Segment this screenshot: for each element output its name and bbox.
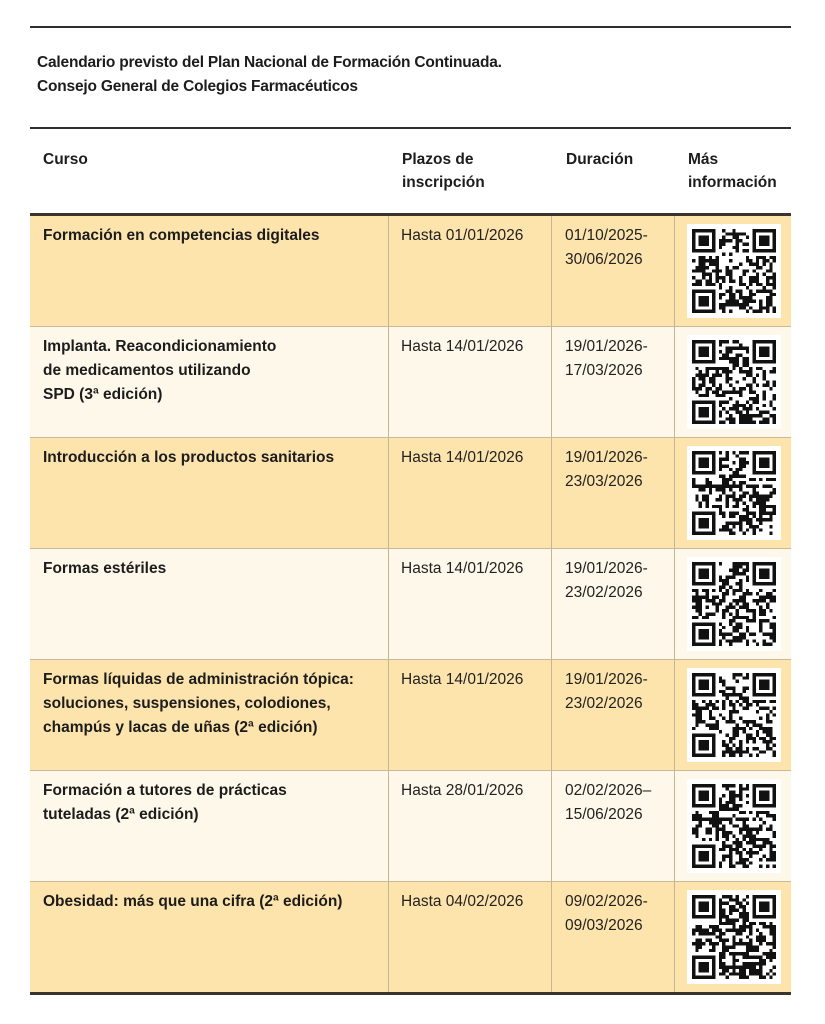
registration-deadline: Hasta 14/01/2026	[401, 560, 524, 577]
course-name-line: Formas líquidas de administración tópica:	[43, 671, 354, 688]
course-name-line: soluciones, suspensiones, colodiones,	[43, 695, 331, 712]
course-duration	[565, 668, 675, 770]
column-divider	[674, 438, 675, 548]
duration-line: 23/02/2026	[565, 584, 643, 601]
course-duration	[565, 224, 675, 326]
course-name-line: Formas estériles	[43, 560, 167, 577]
duration-line: 17/03/2026	[565, 362, 643, 379]
duration-line: 15/06/2026	[565, 806, 643, 823]
qr-code-icon[interactable]	[687, 224, 781, 318]
column-divider	[551, 438, 552, 548]
duration-line: 09/02/2026-	[565, 893, 648, 910]
header-mas-line2: información	[688, 174, 777, 191]
course-name	[43, 335, 383, 437]
column-divider	[674, 327, 675, 437]
duration-line: 01/10/2025-	[565, 227, 648, 244]
column-divider	[674, 882, 675, 992]
course-name-line: Formación en competencias digitales	[43, 227, 320, 244]
course-duration	[565, 890, 675, 992]
course-duration	[565, 335, 675, 437]
table-row	[30, 882, 791, 992]
header-plazos-line2: inscripción	[402, 174, 485, 191]
table-row	[30, 327, 791, 438]
table-row	[30, 438, 791, 549]
header-curso: Curso	[43, 151, 88, 168]
course-name-line: SPD (3ª edición)	[43, 386, 163, 403]
registration-deadline: Hasta 28/01/2026	[401, 782, 524, 799]
column-divider	[388, 660, 389, 770]
table-body	[30, 216, 791, 992]
column-divider	[551, 327, 552, 437]
duration-line: 19/01/2026-	[565, 449, 648, 466]
qr-code-icon[interactable]	[687, 779, 781, 873]
column-divider	[551, 549, 552, 659]
column-divider	[388, 882, 389, 992]
registration-deadline: Hasta 14/01/2026	[401, 671, 524, 688]
column-divider	[551, 771, 552, 881]
column-divider	[674, 660, 675, 770]
course-name-line: Implanta. Reacondicionamiento	[43, 338, 277, 355]
qr-code-icon[interactable]	[687, 557, 781, 651]
course-duration	[565, 779, 675, 881]
table-row	[30, 771, 791, 882]
header-rule	[30, 127, 791, 129]
header-plazos	[402, 148, 485, 194]
column-divider	[674, 549, 675, 659]
duration-line: 23/03/2026	[565, 473, 643, 490]
column-divider	[388, 438, 389, 548]
table-row	[30, 549, 791, 660]
course-name	[43, 446, 383, 548]
course-name-line: champús y lacas de uñas (2ª edición)	[43, 719, 318, 736]
column-divider	[388, 771, 389, 881]
course-name-line: tuteladas (2ª edición)	[43, 806, 199, 823]
course-name-line: Obesidad: más que una cifra (2ª edición)	[43, 893, 343, 910]
duration-line: 09/03/2026	[565, 917, 643, 934]
column-divider	[388, 549, 389, 659]
table-row	[30, 660, 791, 771]
table-caption	[37, 51, 502, 99]
duration-line: 30/06/2026	[565, 251, 643, 268]
column-divider	[551, 882, 552, 992]
column-divider	[551, 216, 552, 326]
qr-code-icon[interactable]	[687, 668, 781, 762]
duration-line: 02/02/2026–	[565, 782, 652, 799]
course-duration	[565, 557, 675, 659]
column-divider	[551, 660, 552, 770]
registration-deadline: Hasta 14/01/2026	[401, 449, 524, 466]
qr-code-icon[interactable]	[687, 890, 781, 984]
duration-line: 19/01/2026-	[565, 560, 648, 577]
column-divider	[674, 216, 675, 326]
caption-line-2: Consejo General de Colegios Farmacéuticos	[37, 78, 358, 95]
courses-table	[30, 213, 791, 995]
course-name	[43, 224, 383, 326]
course-name-line: de medicamentos utilizando	[43, 362, 251, 379]
duration-line: 19/01/2026-	[565, 338, 648, 355]
registration-deadline: Hasta 01/01/2026	[401, 227, 524, 244]
course-name	[43, 890, 383, 992]
column-divider	[388, 327, 389, 437]
header-mas-informacion	[688, 148, 777, 194]
header-mas-line1: Más	[688, 151, 719, 168]
course-name	[43, 668, 383, 770]
course-duration	[565, 446, 675, 548]
duration-line: 19/01/2026-	[565, 671, 648, 688]
header-duracion: Duración	[566, 151, 634, 168]
column-divider	[388, 216, 389, 326]
registration-deadline: Hasta 04/02/2026	[401, 893, 524, 910]
registration-deadline: Hasta 14/01/2026	[401, 338, 524, 355]
qr-code-icon[interactable]	[687, 446, 781, 540]
caption-line-1: Calendario previsto del Plan Nacional de Formación Continuada.	[37, 54, 502, 71]
top-rule	[30, 26, 791, 28]
duration-line: 23/02/2026	[565, 695, 643, 712]
qr-code-icon[interactable]	[687, 335, 781, 429]
course-name-line: Introducción a los productos sanitarios	[43, 449, 335, 466]
table-bottom-border	[30, 992, 791, 995]
course-name	[43, 779, 383, 881]
column-divider	[674, 771, 675, 881]
course-name	[43, 557, 383, 659]
header-plazos-line1: Plazos de	[402, 151, 474, 168]
table-row	[30, 216, 791, 327]
course-name-line: Formación a tutores de prácticas	[43, 782, 287, 799]
